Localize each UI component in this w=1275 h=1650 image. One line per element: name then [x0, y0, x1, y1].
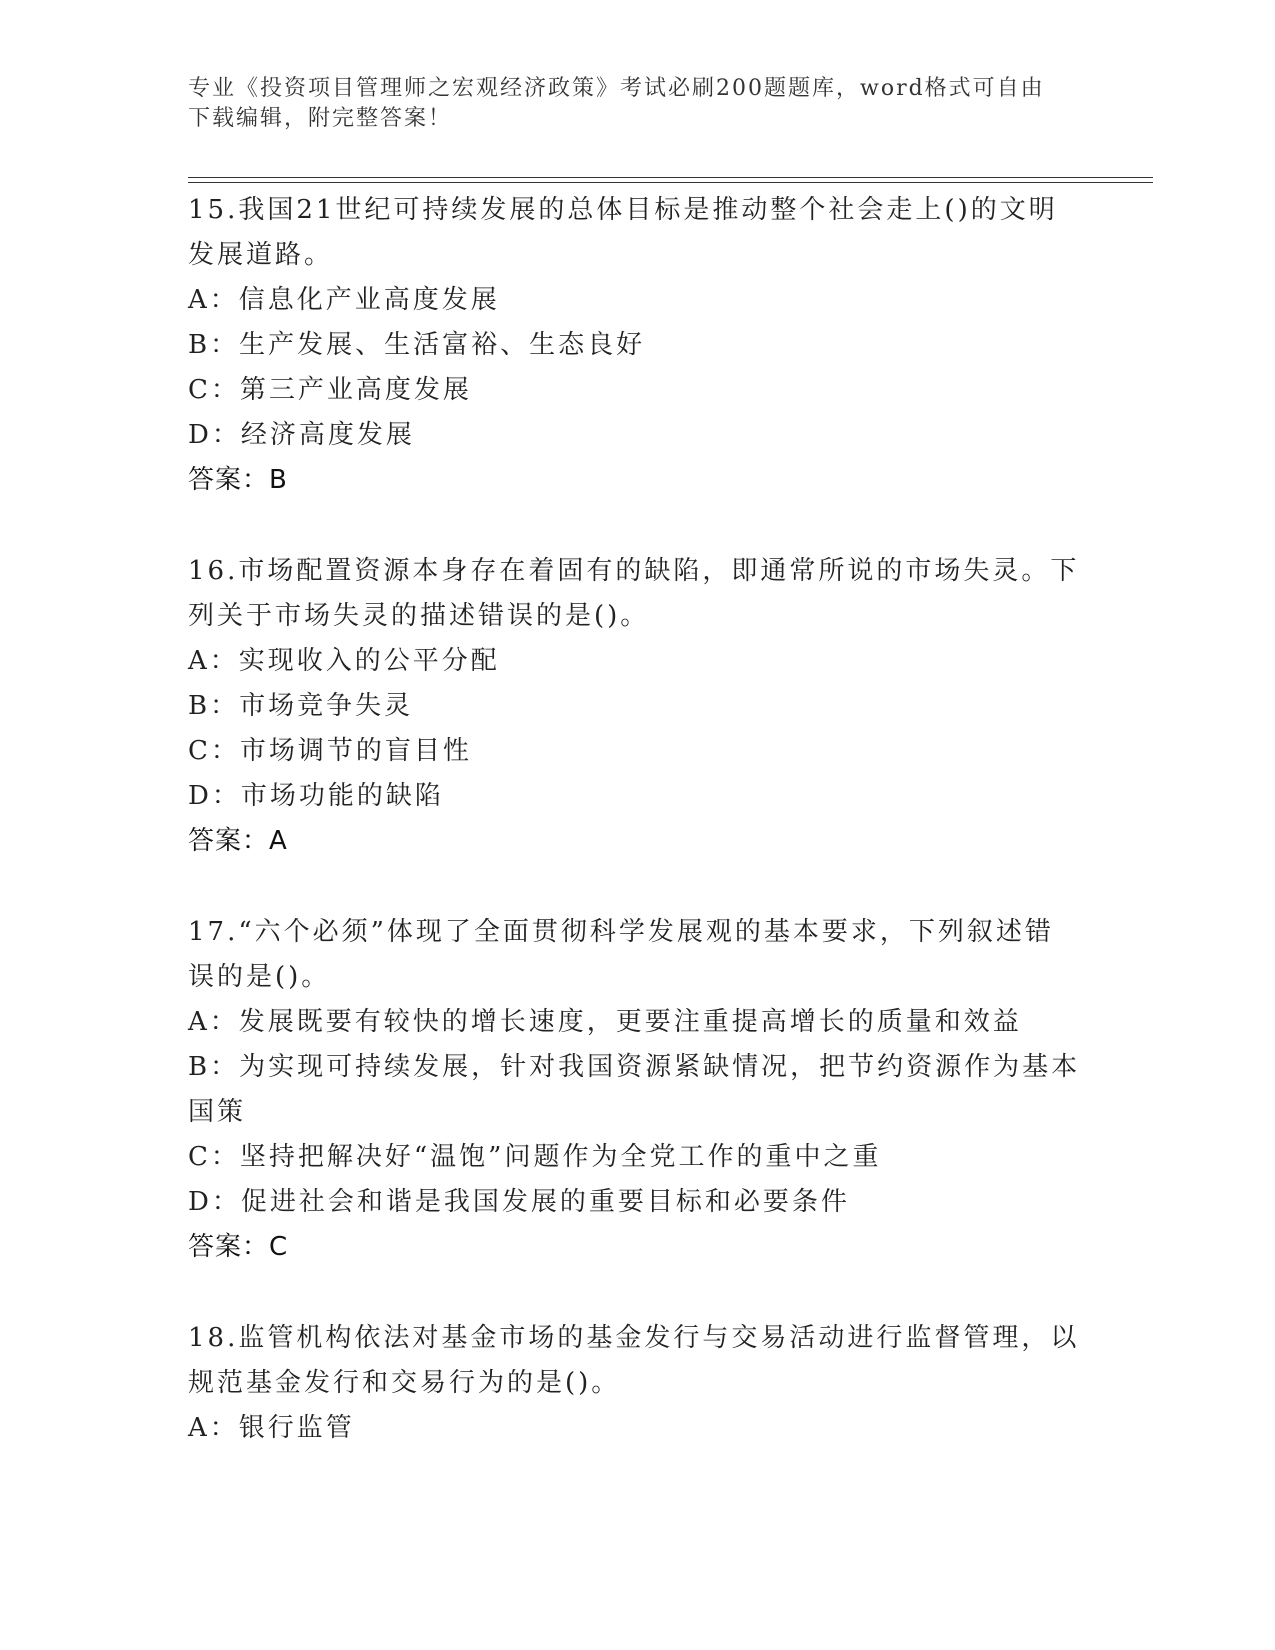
- option-a: A：信息化产业高度发展: [188, 285, 500, 315]
- answer-label: 答案：: [188, 826, 270, 856]
- option-a: A：银行监管: [188, 1413, 355, 1443]
- question-text-line-1: 17.“六个必须”体现了全面贯彻科学发展观的基本要求，下列叙述错: [188, 917, 1054, 947]
- question-list: [188, 188, 1088, 1497]
- header-line-2: 下载编辑，附完整答案！: [188, 106, 453, 131]
- option-b: B：为实现可持续发展，针对我国资源紧缺情况，把节约资源作为基本: [188, 1052, 1081, 1082]
- question-18: [188, 1316, 1088, 1451]
- answer-value: A: [269, 826, 288, 856]
- question-text-line-1: 15.我国21世纪可持续发展的总体目标是推动整个社会走上()的文明: [188, 195, 1058, 225]
- header-line-1: 专业《投资项目管理师之宏观经济政策》考试必刷200题题库，word格式可自由: [188, 76, 1045, 101]
- option-a: A：发展既要有较快的增长速度，更要注重提高增长的质量和效益: [188, 1007, 1022, 1037]
- header-divider-top: [188, 177, 1153, 178]
- answer-value: C: [269, 1232, 289, 1262]
- option-b: B：生产发展、生活富裕、生态良好: [188, 330, 646, 360]
- option-d: D：经济高度发展: [188, 420, 415, 450]
- option-c: C：第三产业高度发展: [188, 375, 472, 405]
- option-d: D：市场功能的缺陷: [188, 781, 444, 811]
- document-header: [188, 74, 1068, 134]
- option-b: B：市场竞争失灵: [188, 691, 414, 721]
- question-16: [188, 549, 1088, 864]
- question-15: [188, 188, 1088, 503]
- option-c: C：坚持把解决好“温饱”问题作为全党工作的重中之重: [188, 1142, 882, 1172]
- answer-value: B: [269, 465, 288, 495]
- answer-line: [188, 458, 1088, 503]
- question-text-line-2: 发展道路。: [188, 240, 334, 270]
- answer-label: 答案：: [188, 1232, 270, 1262]
- question-text-line-2: 列关于市场失灵的描述错误的是()。: [188, 601, 650, 631]
- question-text-line-1: 18.监管机构依法对基金市场的基金发行与交易活动进行监督管理，以: [188, 1323, 1080, 1353]
- answer-line: [188, 1225, 1088, 1270]
- answer-label: 答案：: [188, 465, 270, 495]
- answer-line: [188, 819, 1088, 864]
- option-b-continued: 国策: [188, 1097, 247, 1127]
- question-text-line-2: 误的是()。: [188, 962, 331, 992]
- question-17: [188, 910, 1088, 1270]
- option-d: D：促进社会和谐是我国发展的重要目标和必要条件: [188, 1187, 850, 1217]
- question-text-line-1: 16.市场配置资源本身存在着固有的缺陷，即通常所说的市场失灵。下: [188, 556, 1080, 586]
- header-divider-bottom: [188, 182, 1153, 183]
- option-a: A：实现收入的公平分配: [188, 646, 500, 676]
- question-text-line-2: 规范基金发行和交易行为的是()。: [188, 1368, 621, 1398]
- option-c: C：市场调节的盲目性: [188, 736, 472, 766]
